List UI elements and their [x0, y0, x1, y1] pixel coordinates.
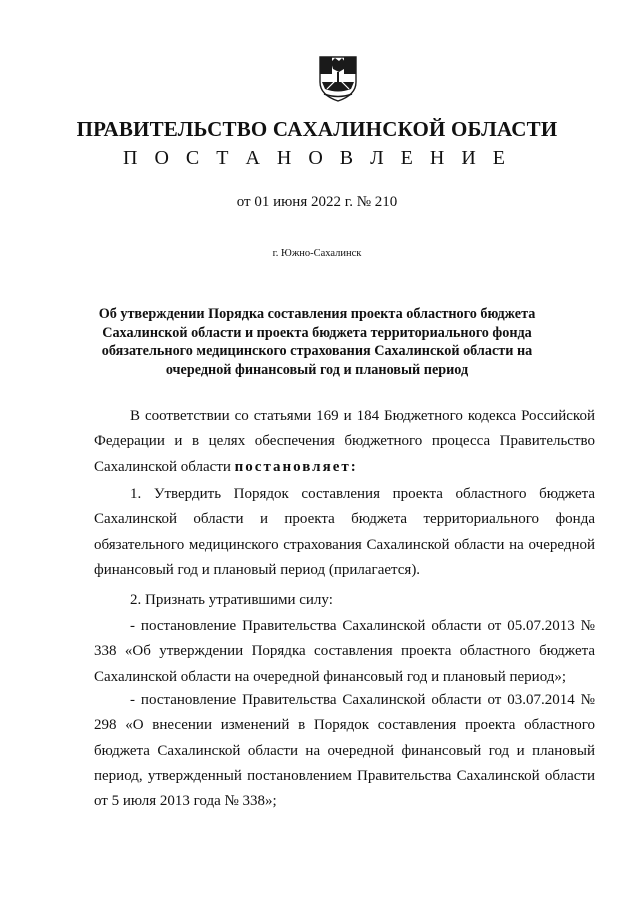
item-2b-paragraph: [94, 688, 595, 814]
item-2-paragraph: [94, 588, 595, 613]
item-2a-paragraph: [94, 614, 595, 690]
document-date-number: от 01 июня 2022 г. № 210: [236, 194, 398, 210]
government-name: ПРАВИТЕЛЬСТВО САХАЛИНСКОЙ ОБЛАСТИ: [76, 117, 558, 141]
item-2-text: 2. Признать утратившими силу:: [130, 592, 333, 608]
intro-text: В соответствии со статьями 169 и 184 Бюджетного кодекса Российской Федерации и в целях обеспечения бюджетного процесса Правительство Сахалинской области: [94, 408, 595, 475]
sakhalin-coat-of-arms-icon: [318, 56, 358, 102]
item-1-text: 1. Утвердить Порядок составления проекта областного бюджета Сахалинской области и проекта бюджета территориального фонда обязательного медицинского страхования Сахалинской области на очередной финансовый год и плановый период (прилагается).: [94, 486, 595, 578]
item-1-paragraph: [94, 482, 595, 583]
document-subject: Об утверждении Порядка составления проекта областного бюджета Сахалинской области и проекта бюджета территориального фонда обязательного медицинского страхования Сахалинской области на очередной финансовый год и плановый период: [98, 306, 536, 378]
intro-keyword: постановляет:: [234, 458, 358, 475]
intro-paragraph: [94, 404, 595, 480]
document-city: г. Южно-Сахалинск: [272, 248, 362, 259]
item-2a-text: - постановление Правительства Сахалинской области от 05.07.2013 № 338 «Об утверждении Порядка составления проекта областного бюджета Сахалинской области на очередной финансовый год и плановый период»;: [94, 618, 595, 685]
item-2b-text: - постановление Правительства Сахалинской области от 03.07.2014 № 298 «О внесении изменений в Порядок составления проекта областного бюджета Сахалинской области на очередной финансовый год и плановый период, утвержденный постановлением Правительства Сахалинской области от 5 июля 2013 года № 338»;: [94, 692, 595, 810]
document-type: П О С Т А Н О В Л Е Н И Е: [123, 147, 511, 169]
